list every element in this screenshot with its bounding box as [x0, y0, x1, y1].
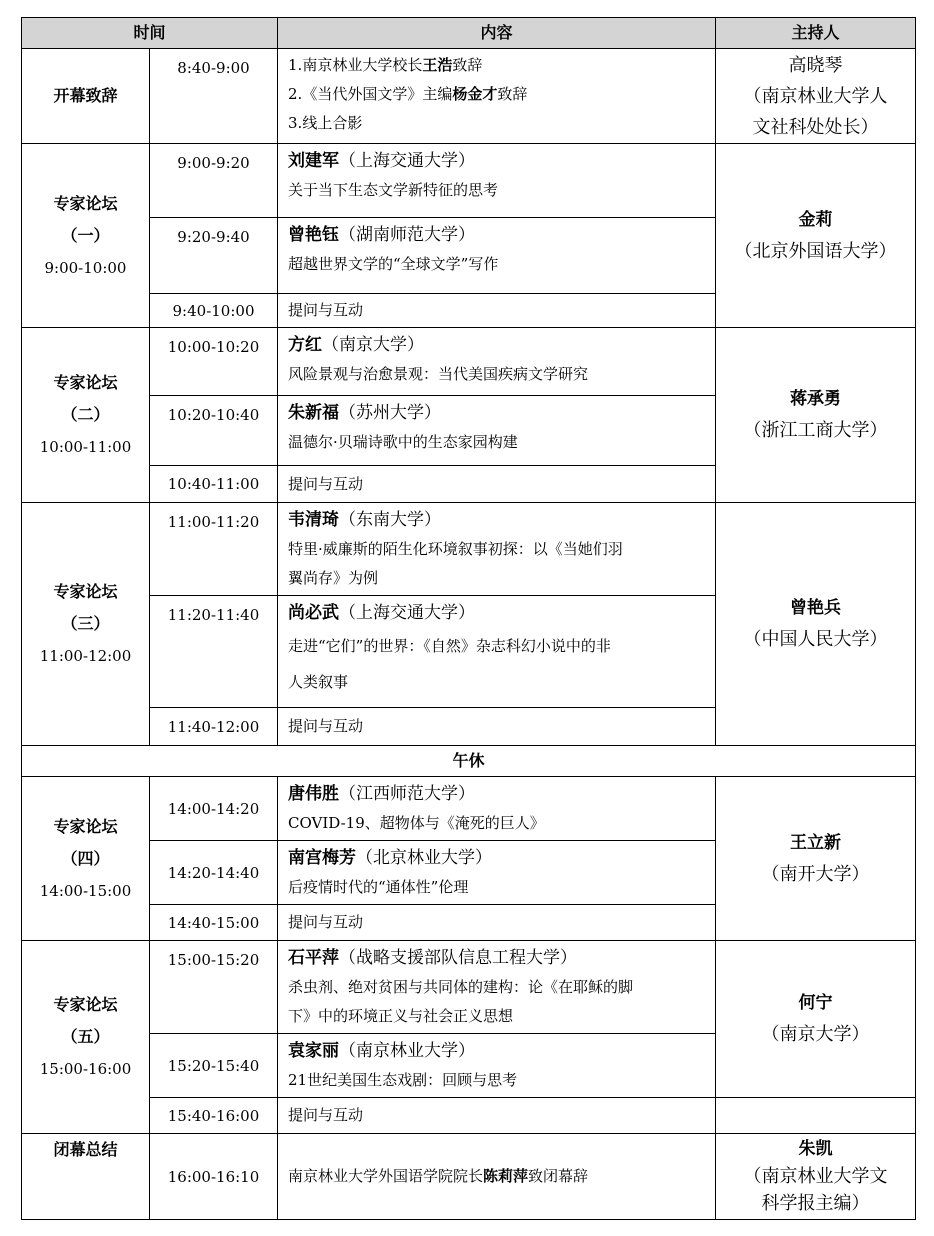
forum2-time3: 10:40-11:00	[150, 466, 278, 503]
forum5-talk1: 石平萍（战略支援部队信息工程大学） 杀虫剂、绝对贫困与共同体的建构：论《在耶稣的脚 下》中的环境正义与社会正义思想	[278, 941, 716, 1034]
forum3-session: 专家论坛 （三） 11:00-12:00	[22, 503, 150, 746]
closing-host: 朱凯 （南京林业大学文 科学报主编）	[716, 1134, 916, 1220]
forum2-session: 专家论坛 （二） 10:00-11:00	[22, 328, 150, 503]
forum1-session: 专家论坛 （一） 9:00-10:00	[22, 144, 150, 328]
opening-content: 1.南京林业大学校长王浩致辞 2.《当代外国文学》主编杨金才致辞 3.线上合影	[278, 49, 716, 144]
forum3-host: 曾艳兵 （中国人民大学）	[716, 503, 916, 746]
lunch-row	[22, 746, 916, 777]
opening-host: 高晓琴 （南京林业大学人 文社科处处长）	[716, 49, 916, 144]
forum3-time3: 11:40-12:00	[150, 708, 278, 746]
forum3-row1	[22, 503, 916, 596]
forum1-qa: 提问与互动	[278, 294, 716, 328]
forum4-row1	[22, 777, 916, 841]
forum1-row1	[22, 144, 916, 218]
forum1-time3: 9:40-10:00	[150, 294, 278, 328]
closing-content: 南京林业大学外国语学院院长陈莉萍致闭幕辞	[278, 1134, 716, 1220]
forum5-row3	[22, 1098, 916, 1134]
forum5-row1	[22, 941, 916, 1034]
forum1-talk2: 曾艳钰（湖南师范大学） 超越世界文学的“全球文学”写作	[278, 218, 716, 294]
forum2-time2: 10:20-10:40	[150, 396, 278, 466]
forum4-time2: 14:20-14:40	[150, 841, 278, 905]
forum3-time2: 11:20-11:40	[150, 596, 278, 708]
closing-time: 16:00-16:10	[150, 1134, 278, 1220]
header-row	[22, 18, 916, 49]
opening-session: 开幕致辞	[22, 49, 150, 144]
closing-session: 闭幕总结	[22, 1134, 150, 1220]
forum2-talk1: 方红（南京大学） 风险景观与治愈景观：当代美国疾病文学研究	[278, 328, 716, 396]
forum3-qa: 提问与互动	[278, 708, 716, 746]
forum4-host: 王立新 （南开大学）	[716, 777, 916, 941]
forum1-talk1: 刘建军（上海交通大学） 关于当下生态文学新特征的思考	[278, 144, 716, 218]
forum5-talk2: 袁家丽（南京林业大学） 21世纪美国生态戏剧：回顾与思考	[278, 1034, 716, 1098]
forum5-time3: 15:40-16:00	[150, 1098, 278, 1134]
forum2-host: 蒋承勇 （浙江工商大学）	[716, 328, 916, 503]
forum3-talk2: 尚必武（上海交通大学） 走进“它们”的世界：《自然》杂志科幻小说中的非 人类叙事	[278, 596, 716, 708]
forum3-time1: 11:00-11:20	[150, 503, 278, 596]
forum5-session: 专家论坛 （五） 15:00-16:00	[22, 941, 150, 1134]
forum4-time3: 14:40-15:00	[150, 905, 278, 941]
opening-time: 8:40-9:00	[150, 49, 278, 144]
forum5-host: 何宁 （南京大学）	[716, 941, 916, 1098]
opening-row	[22, 49, 916, 144]
header-time: 时间	[22, 18, 278, 49]
forum3-talk1: 韦清琦（东南大学） 特里·威廉斯的陌生化环境叙事初探：以《当她们羽 翼尚存》为例	[278, 503, 716, 596]
forum2-row1	[22, 328, 916, 396]
forum5-qa: 提问与互动	[278, 1098, 716, 1134]
conference-schedule-table	[21, 17, 916, 1220]
forum1-time2: 9:20-9:40	[150, 218, 278, 294]
forum4-talk1: 唐伟胜（江西师范大学） COVID-19、超物体与《淹死的巨人》	[278, 777, 716, 841]
lunch-break: 午休	[22, 746, 916, 777]
header-host: 主持人	[716, 18, 916, 49]
forum5-host-empty	[716, 1098, 916, 1134]
forum2-talk2: 朱新福（苏州大学） 温德尔·贝瑞诗歌中的生态家园构建	[278, 396, 716, 466]
forum5-time1: 15:00-15:20	[150, 941, 278, 1034]
header-content: 内容	[278, 18, 716, 49]
forum4-qa: 提问与互动	[278, 905, 716, 941]
forum1-host: 金莉 （北京外国语大学）	[716, 144, 916, 328]
forum2-time1: 10:00-10:20	[150, 328, 278, 396]
forum2-qa: 提问与互动	[278, 466, 716, 503]
closing-row	[22, 1134, 916, 1220]
forum4-talk2: 南宫梅芳（北京林业大学） 后疫情时代的“通体性”伦理	[278, 841, 716, 905]
forum4-session: 专家论坛 （四） 14:00-15:00	[22, 777, 150, 941]
forum1-time1: 9:00-9:20	[150, 144, 278, 218]
forum5-time2: 15:20-15:40	[150, 1034, 278, 1098]
forum4-time1: 14:00-14:20	[150, 777, 278, 841]
